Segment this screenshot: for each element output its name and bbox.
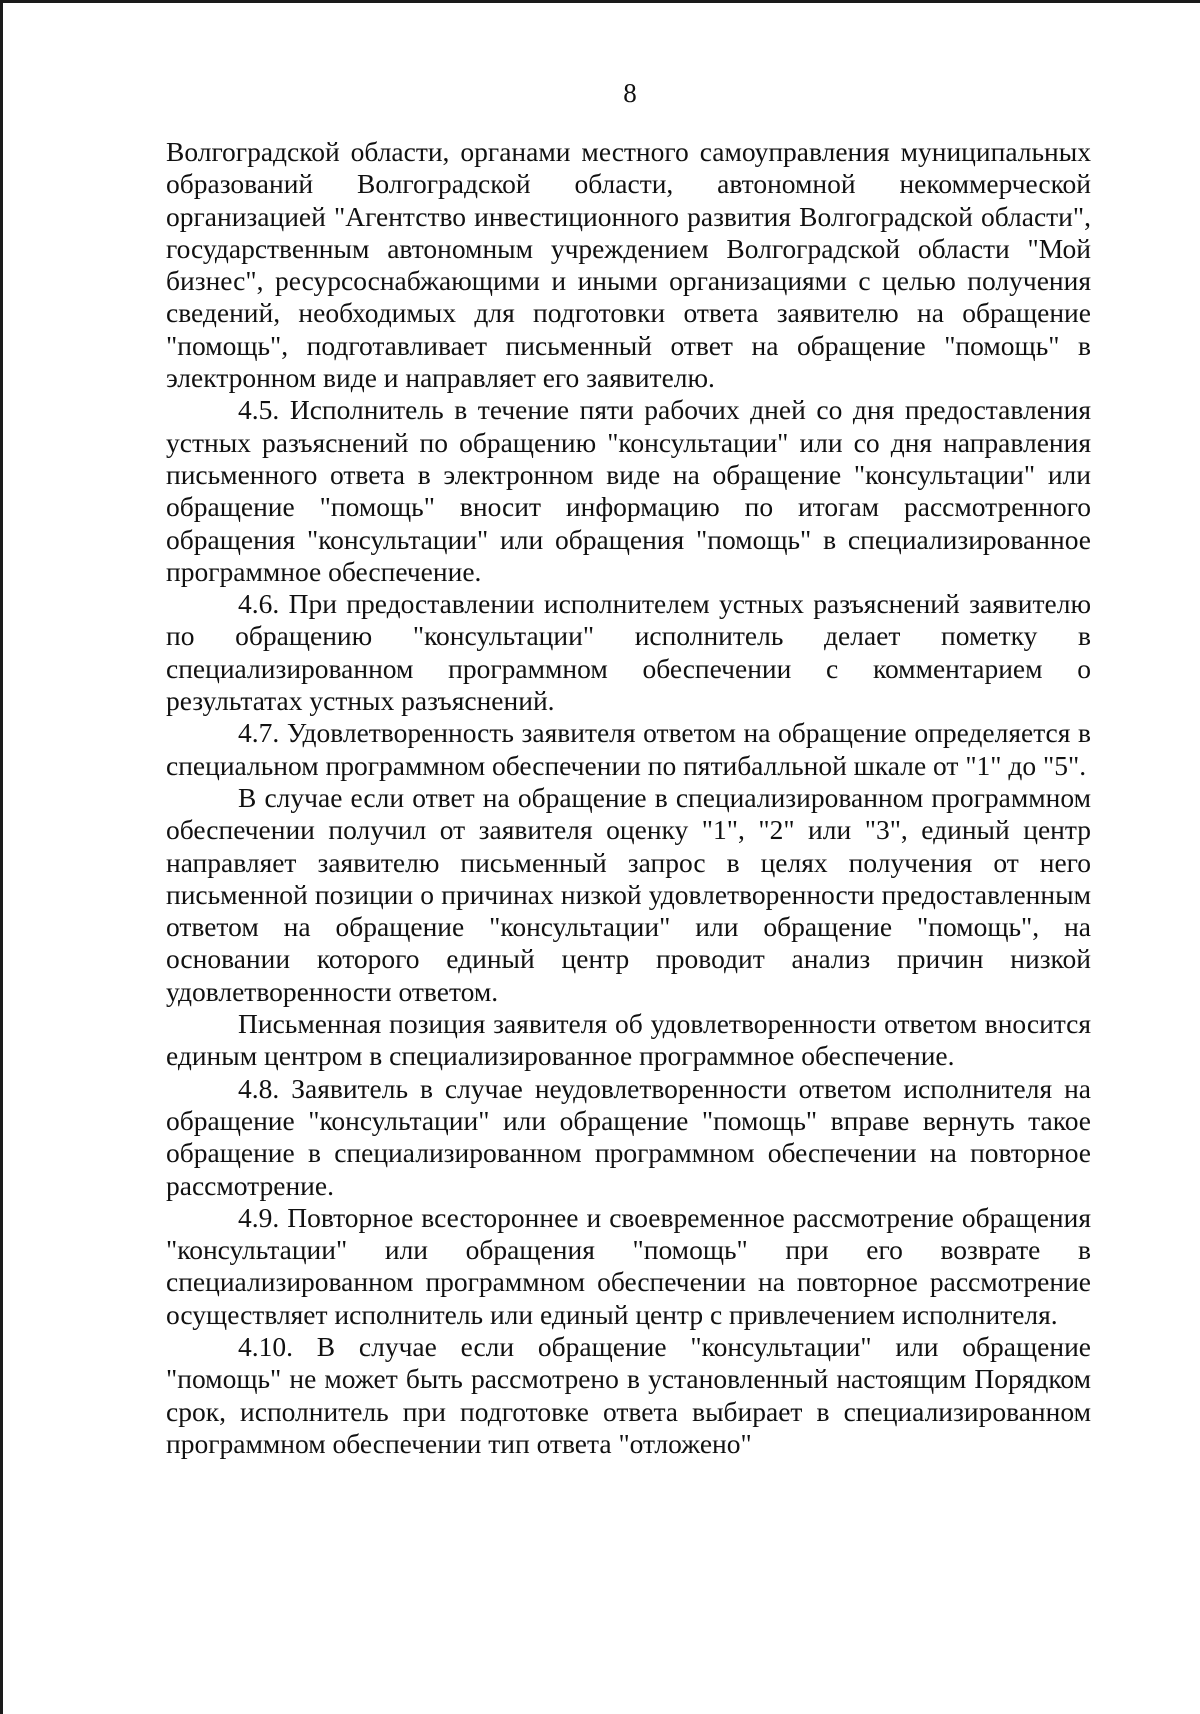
paragraph-4-10: 4.10. В случае если обращение "консультации" или обращение "помощь" не может быть рассмотрено в установленный настоящим Порядком срок, исполнитель при подготовке ответа выбирает в специализированном программном обеспечении тип ответа "отложено"	[166, 1330, 1091, 1459]
paragraph-4-5: 4.5. Исполнитель в течение пяти рабочих дней со дня предоставления устных разъяснений по обращению "консультации" или со дня направления письменного ответа в электронном виде на обращение "консультации" или обращение "помощь" вносит информацию по итогам рассмотренного обращения "консультации" или обращения "помощь" в специализированное программное обеспечение.	[166, 394, 1091, 587]
paragraph-low-score-case: В случае если ответ на обращение в специализированном программном обеспечении получил от заявителя оценку "1", "2" или "3", единый центр направляет заявителю письменный запрос в целях получения от него письменной позиции о причинах низкой удовлетворенности предоставленным ответом на обращение "консультации" или обращение "помощь", на основании которого единый центр проводит анализ причин низкой удовлетворенности ответом.	[166, 781, 1091, 1007]
paragraph-continuation: Волгоградской области, органами местного самоуправления муниципальных образований Волгоградской области, автономной некоммерческой организацией "Агентство инвестиционного развития Волгоградской области", государственным автономным учреждением Волгоградской области "Мой бизнес", ресурсоснабжающими и иными организациями с целью получения сведений, необходимых для подготовки ответа заявителю на обращение "помощь", подготавливает письменный ответ на обращение "помощь" в электронном виде и направляет его заявителю.	[166, 136, 1091, 394]
paragraph-4-8: 4.8. Заявитель в случае неудовлетворенности ответом исполнителя на обращение "консультации" или обращение "помощь" вправе вернуть такое обращение в специализированном программном обеспечении на повторное рассмотрение.	[166, 1072, 1091, 1201]
document-body	[166, 136, 1091, 1460]
paragraph-written-position: Письменная позиция заявителя об удовлетворенности ответом вносится единым центром в специализированное программное обеспечение.	[166, 1008, 1091, 1072]
paragraph-4-7: 4.7. Удовлетворенность заявителя ответом на обращение определяется в специальном программном обеспечении по пятибалльной шкале от "1" до "5".	[166, 717, 1091, 781]
page-number: 8	[623, 78, 637, 108]
paragraph-4-9: 4.9. Повторное всестороннее и своевременное рассмотрение обращения "консультации" или обращения "помощь" при его возврате в специализированном программном обеспечении на повторное рассмотрение осуществляет исполнитель или единый центр с привлечением исполнителя.	[166, 1201, 1091, 1330]
paragraph-4-6: 4.6. При предоставлении исполнителем устных разъяснений заявителю по обращению "консультации" исполнитель делает пометку в специализированном программном обеспечении с комментарием о результатах устных разъяснений.	[166, 588, 1091, 717]
